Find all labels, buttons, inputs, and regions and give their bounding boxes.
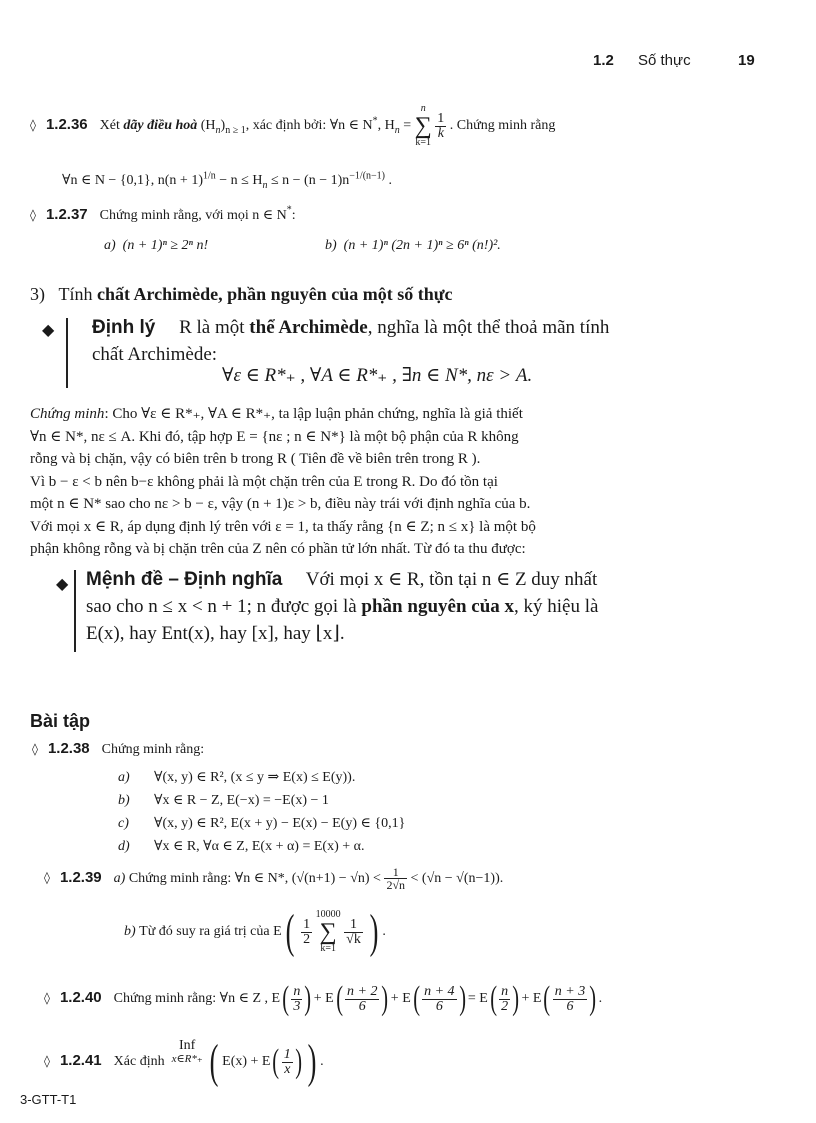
page-number: 19 (738, 52, 755, 69)
theorem-rule (66, 318, 68, 388)
header-section-number: 1.2 (593, 52, 614, 69)
footer-code: 3-GTT-T1 (20, 1092, 77, 1107)
theorem: Định lý R là một thể Archimède, nghĩa là một thể thoả mãn tính chất Archimède: (92, 317, 610, 365)
exercise-text: Xét dãy điều hoà $(H_n)_{n \ge 1}$, xác định bởi: ∀n ∈ N*, $H_n$ = n ∑ k=1 $\frac{1}{k}$ . Chứng minh rằng (99, 103, 556, 148)
exercise-1-2-39: ◊ 1.2.39 a) Chứng minh rằng: ∀n ∈ N*, (√(n+1) − √n) < $\frac{1}{2√n}$ < (√n − √(n−1)). (44, 865, 504, 892)
diamond-icon: ◊ (44, 1054, 50, 1069)
section-heading: 3) Tính chất Archimède, phần nguyên của một số thực (30, 284, 453, 304)
diamond-icon: ◊ (30, 118, 36, 133)
proposition-label: Mệnh đề – Định nghĩa (86, 569, 283, 590)
proof-label: Chứng minh (30, 406, 105, 422)
proposition-definition: Mệnh đề – Định nghĩa Với mọi x ∈ R, tồn tại n ∈ Z duy nhất sao cho n ≤ x < n + 1; n được gọi là phần nguyên của x, ký hiệu là E(x), hay Ent(x), hay [x], hay ⌊x⌋. (86, 569, 599, 644)
exercise-1-2-37-a: a) (n + 1)ⁿ ≥ 2ⁿ n! (104, 238, 209, 253)
exercise-1-2-40: ◊ 1.2.40 Chứng minh rằng: ∀n ∈ Z , E( $\frac{n}{3}$ ) + E( $\frac{n + 2}{6}$ ) + E( $\frac{n + 4}{6}$ ) = E( $\frac{n}{2}$ ) + E( $\frac{n + 3}{6}$ ) . (44, 980, 603, 1017)
bullet-icon: ◆ (42, 320, 55, 339)
header-title: Số thực (638, 52, 691, 69)
diamond-icon: ◊ (44, 870, 50, 885)
exercises-title: Bài tập (30, 711, 91, 731)
proposition-rule (74, 570, 76, 652)
exercise-1-2-36-inequality: ∀n ∈ N − {0,1}, $n(n + 1)^{1/n} - n \le H_n \le n - (n - 1)n^{-1/(n-1)}$ . (62, 170, 392, 191)
diamond-icon: ◊ (44, 991, 50, 1006)
proof: Chứng minh: Cho ∀ε ∈ R*₊, ∀A ∈ R*₊, ta lập luận phản chứng, nghĩa là giả thiết ∀n ∈ N*, nε ≤ A. Khi đó, tập hợp E = {nε ; n ∈ N*} là một bộ phận của R không rỗng và bị chặn, vậy có biên trên b trong R ( Tiên đề về biên trên trong R ). Vì b − ε < b nên b−ε không phải là một chặn trên của E trong R. Do đó tồn tại một n ∈ N* sao cho nε > b − ε, vậy (n + 1)ε > b, điều này trái với định nghĩa của b. Với mọi x ∈ R, áp dụng định lý trên với ε = 1, ta thấy rằng {n ∈ Z; n ≤ x} là một bộ phận không rỗng và bị chặn trên của Z nên có phần tử lớn nhất. Từ đó ta thu được: (30, 406, 536, 557)
exercise-1-2-36 (30, 104, 810, 148)
list-item: c) ∀(x, y) ∈ R², E(x + y) − E(x) − E(y) ∈ {0,1} (118, 816, 406, 831)
exercise-1-2-37-b: b) (n + 1)ⁿ (2n + 1)ⁿ ≥ 6ⁿ (n!)². (325, 238, 501, 253)
exercise-1-2-37: ◊ 1.2.37 Chứng minh rằng, với mọi n ∈ N*: (30, 204, 296, 223)
diamond-icon: ◊ (32, 742, 38, 756)
list-item: b) ∀x ∈ R − Z, E(−x) = −E(x) − 1 (118, 793, 329, 808)
theorem-label: Định lý (92, 317, 156, 338)
fraction-1-over-k: $\frac{1}{k}$ (437, 110, 445, 141)
bullet-icon: ◆ (56, 574, 69, 593)
list-item: a) ∀(x, y) ∈ R², (x ≤ y ⇒ E(x) ≤ E(y)). (118, 770, 356, 785)
summation-symbol: n ∑ k=1 (414, 103, 432, 148)
exercise-1-2-38-items (118, 766, 405, 858)
fraction-1-over-2-sqrt-n: $\frac{1}{2√n}$ (386, 865, 406, 892)
archimedes-formula: ∀ε ∈ R*₊ , ∀A ∈ R*₊ , ∃n ∈ N*, nε > A. (222, 365, 533, 386)
exercise-number: 1.2.36 (45, 116, 88, 134)
summation-symbol: 10000 ∑ k=1 (315, 909, 341, 954)
diamond-icon: ◊ (30, 208, 36, 222)
exercise-1-2-38: ◊ 1.2.38 Chứng minh rằng: (32, 740, 205, 757)
exercise-1-2-39-b: b) Từ đó suy ra giá trị của E( $\frac{1}{2}$ 10000 ∑ k=1 $\frac{1}{√k}$ ) . (124, 905, 386, 958)
exercise-1-2-41: ◊ 1.2.41 Xác định Inf x∈R*₊ ( E(x) + E( $\frac{1}{x}$ ) ) . (44, 1035, 324, 1088)
list-item: d) ∀x ∈ R, ∀α ∈ Z, E(x + α) = E(x) + α. (118, 839, 365, 854)
